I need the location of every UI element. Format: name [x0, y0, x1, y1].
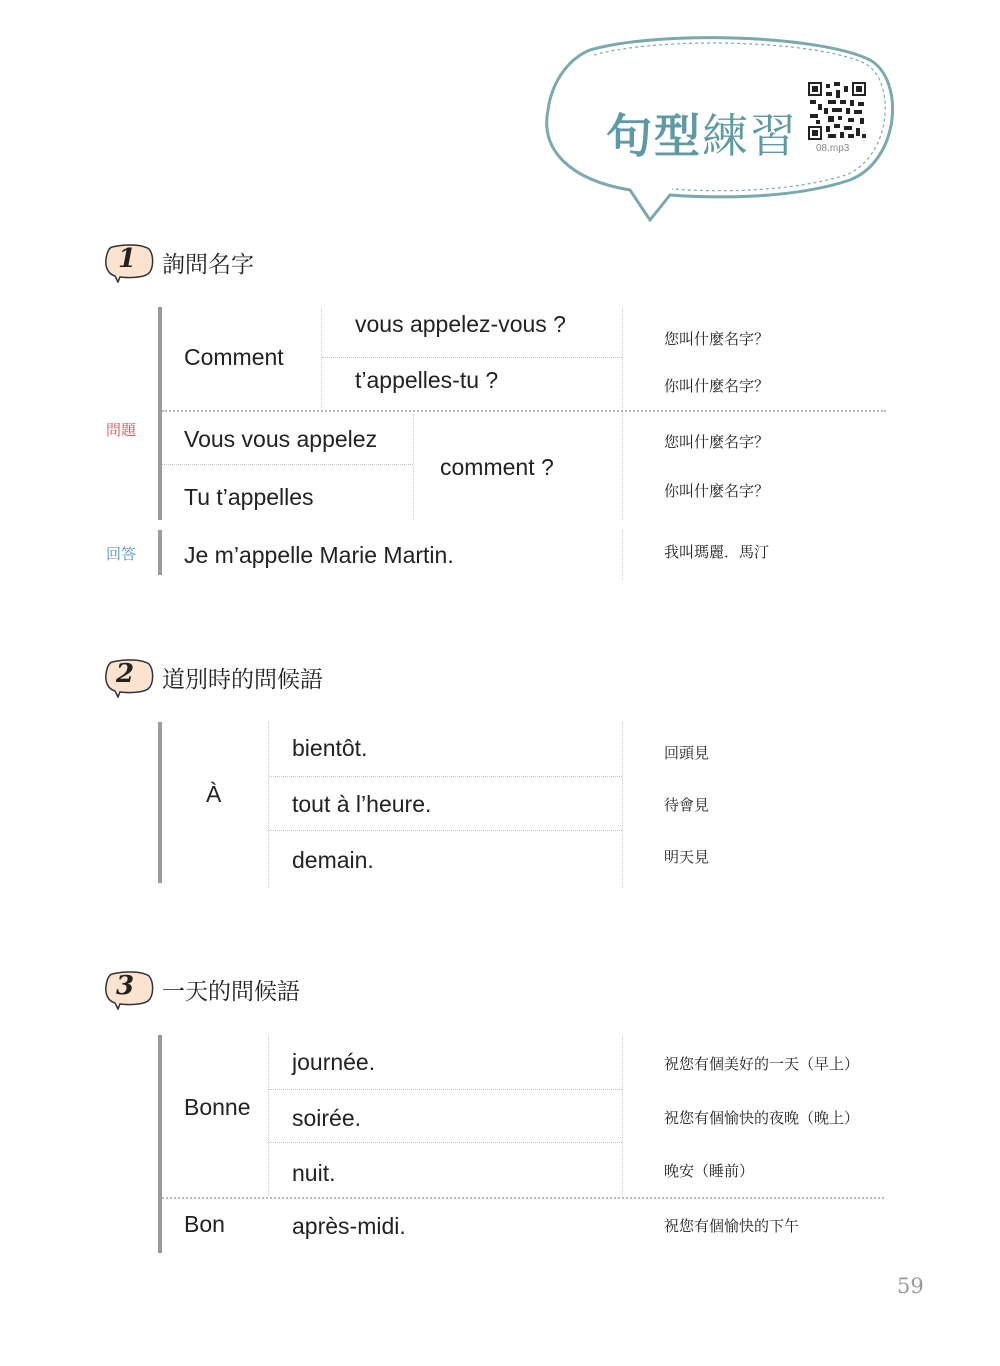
section-2-title: 道別時的問候語: [162, 667, 323, 693]
qr-code-icon[interactable]: [808, 82, 866, 140]
translation: 我叫瑪麗．馬汀: [664, 543, 770, 561]
divider: [269, 1142, 622, 1143]
section-1-number: 1: [118, 244, 137, 274]
section-3-number: 3: [116, 971, 135, 1001]
translation: 祝您有個愉快的下午: [664, 1217, 800, 1235]
page-title: [606, 100, 798, 166]
divider: [622, 530, 623, 580]
title-light: 練習: [702, 109, 798, 163]
phrase-comment-question: comment ?: [440, 454, 554, 480]
phrase-vous-vous-appelez: Vous vous appelez: [184, 426, 378, 452]
phrase-tappelles-tu: t’appelles-tu ?: [355, 367, 499, 393]
phrase-vous-appelez-vous: vous appelez-vous ?: [355, 311, 566, 337]
phrase-tout-a-lheure: tout à l’heure.: [292, 791, 432, 817]
section-1-question-bar: [158, 307, 162, 520]
divider: [622, 722, 623, 888]
phrase-bon: Bon: [184, 1211, 225, 1237]
divider: [269, 1089, 622, 1090]
phrase-a: À: [206, 781, 222, 807]
phrase-answer: Je m’appelle Marie Martin.: [184, 542, 454, 568]
divider: [622, 1035, 623, 1196]
phrase-nuit: nuit.: [292, 1160, 336, 1186]
divider: [622, 307, 623, 520]
phrase-journee: journée.: [292, 1049, 376, 1075]
phrase-demain: demain.: [292, 847, 374, 873]
section-1-answer-bar: [158, 530, 162, 575]
translation: 回頭見: [664, 744, 710, 762]
phrase-comment: Comment: [184, 344, 284, 370]
divider: [269, 776, 622, 777]
phrase-tu-tappelles: Tu t’appelles: [184, 484, 314, 510]
divider: [162, 410, 886, 412]
phrase-soiree: soirée.: [292, 1105, 362, 1131]
divider: [162, 1197, 884, 1199]
section-1-title: 詢問名字: [162, 252, 254, 278]
answer-label: 回答: [106, 545, 137, 563]
phrase-bientot: bientôt.: [292, 735, 368, 761]
translation: 您叫什麼名字？: [664, 433, 770, 451]
divider: [162, 464, 413, 465]
divider: [413, 414, 414, 520]
translation: 你叫什麼名字？: [664, 377, 770, 395]
translation: 祝您有個愉快的夜晚（晚上）: [664, 1109, 860, 1127]
audio-track-label: 08.mp3: [816, 143, 850, 154]
divider: [268, 722, 269, 888]
divider: [268, 1035, 269, 1196]
phrase-apres-midi: après-midi.: [292, 1213, 406, 1239]
divider: [321, 307, 322, 410]
translation: 您叫什麼名字？: [664, 330, 770, 348]
section-3-bar: [158, 1035, 162, 1253]
divider: [322, 357, 622, 358]
section-2-bar: [158, 722, 162, 883]
title-bold: 句型: [606, 109, 702, 163]
section-3-title: 一天的問候語: [162, 979, 300, 1005]
translation: 晚安（睡前）: [664, 1162, 755, 1180]
translation: 祝您有個美好的一天（早上）: [664, 1055, 860, 1073]
page-number: 59: [897, 1274, 924, 1298]
translation: 你叫什麼名字？: [664, 482, 770, 500]
section-2-number: 2: [116, 659, 135, 689]
question-label: 問題: [106, 421, 137, 439]
translation: 明天見: [664, 848, 710, 866]
translation: 待會見: [664, 796, 710, 814]
phrase-bonne: Bonne: [184, 1094, 251, 1120]
divider: [269, 830, 622, 831]
